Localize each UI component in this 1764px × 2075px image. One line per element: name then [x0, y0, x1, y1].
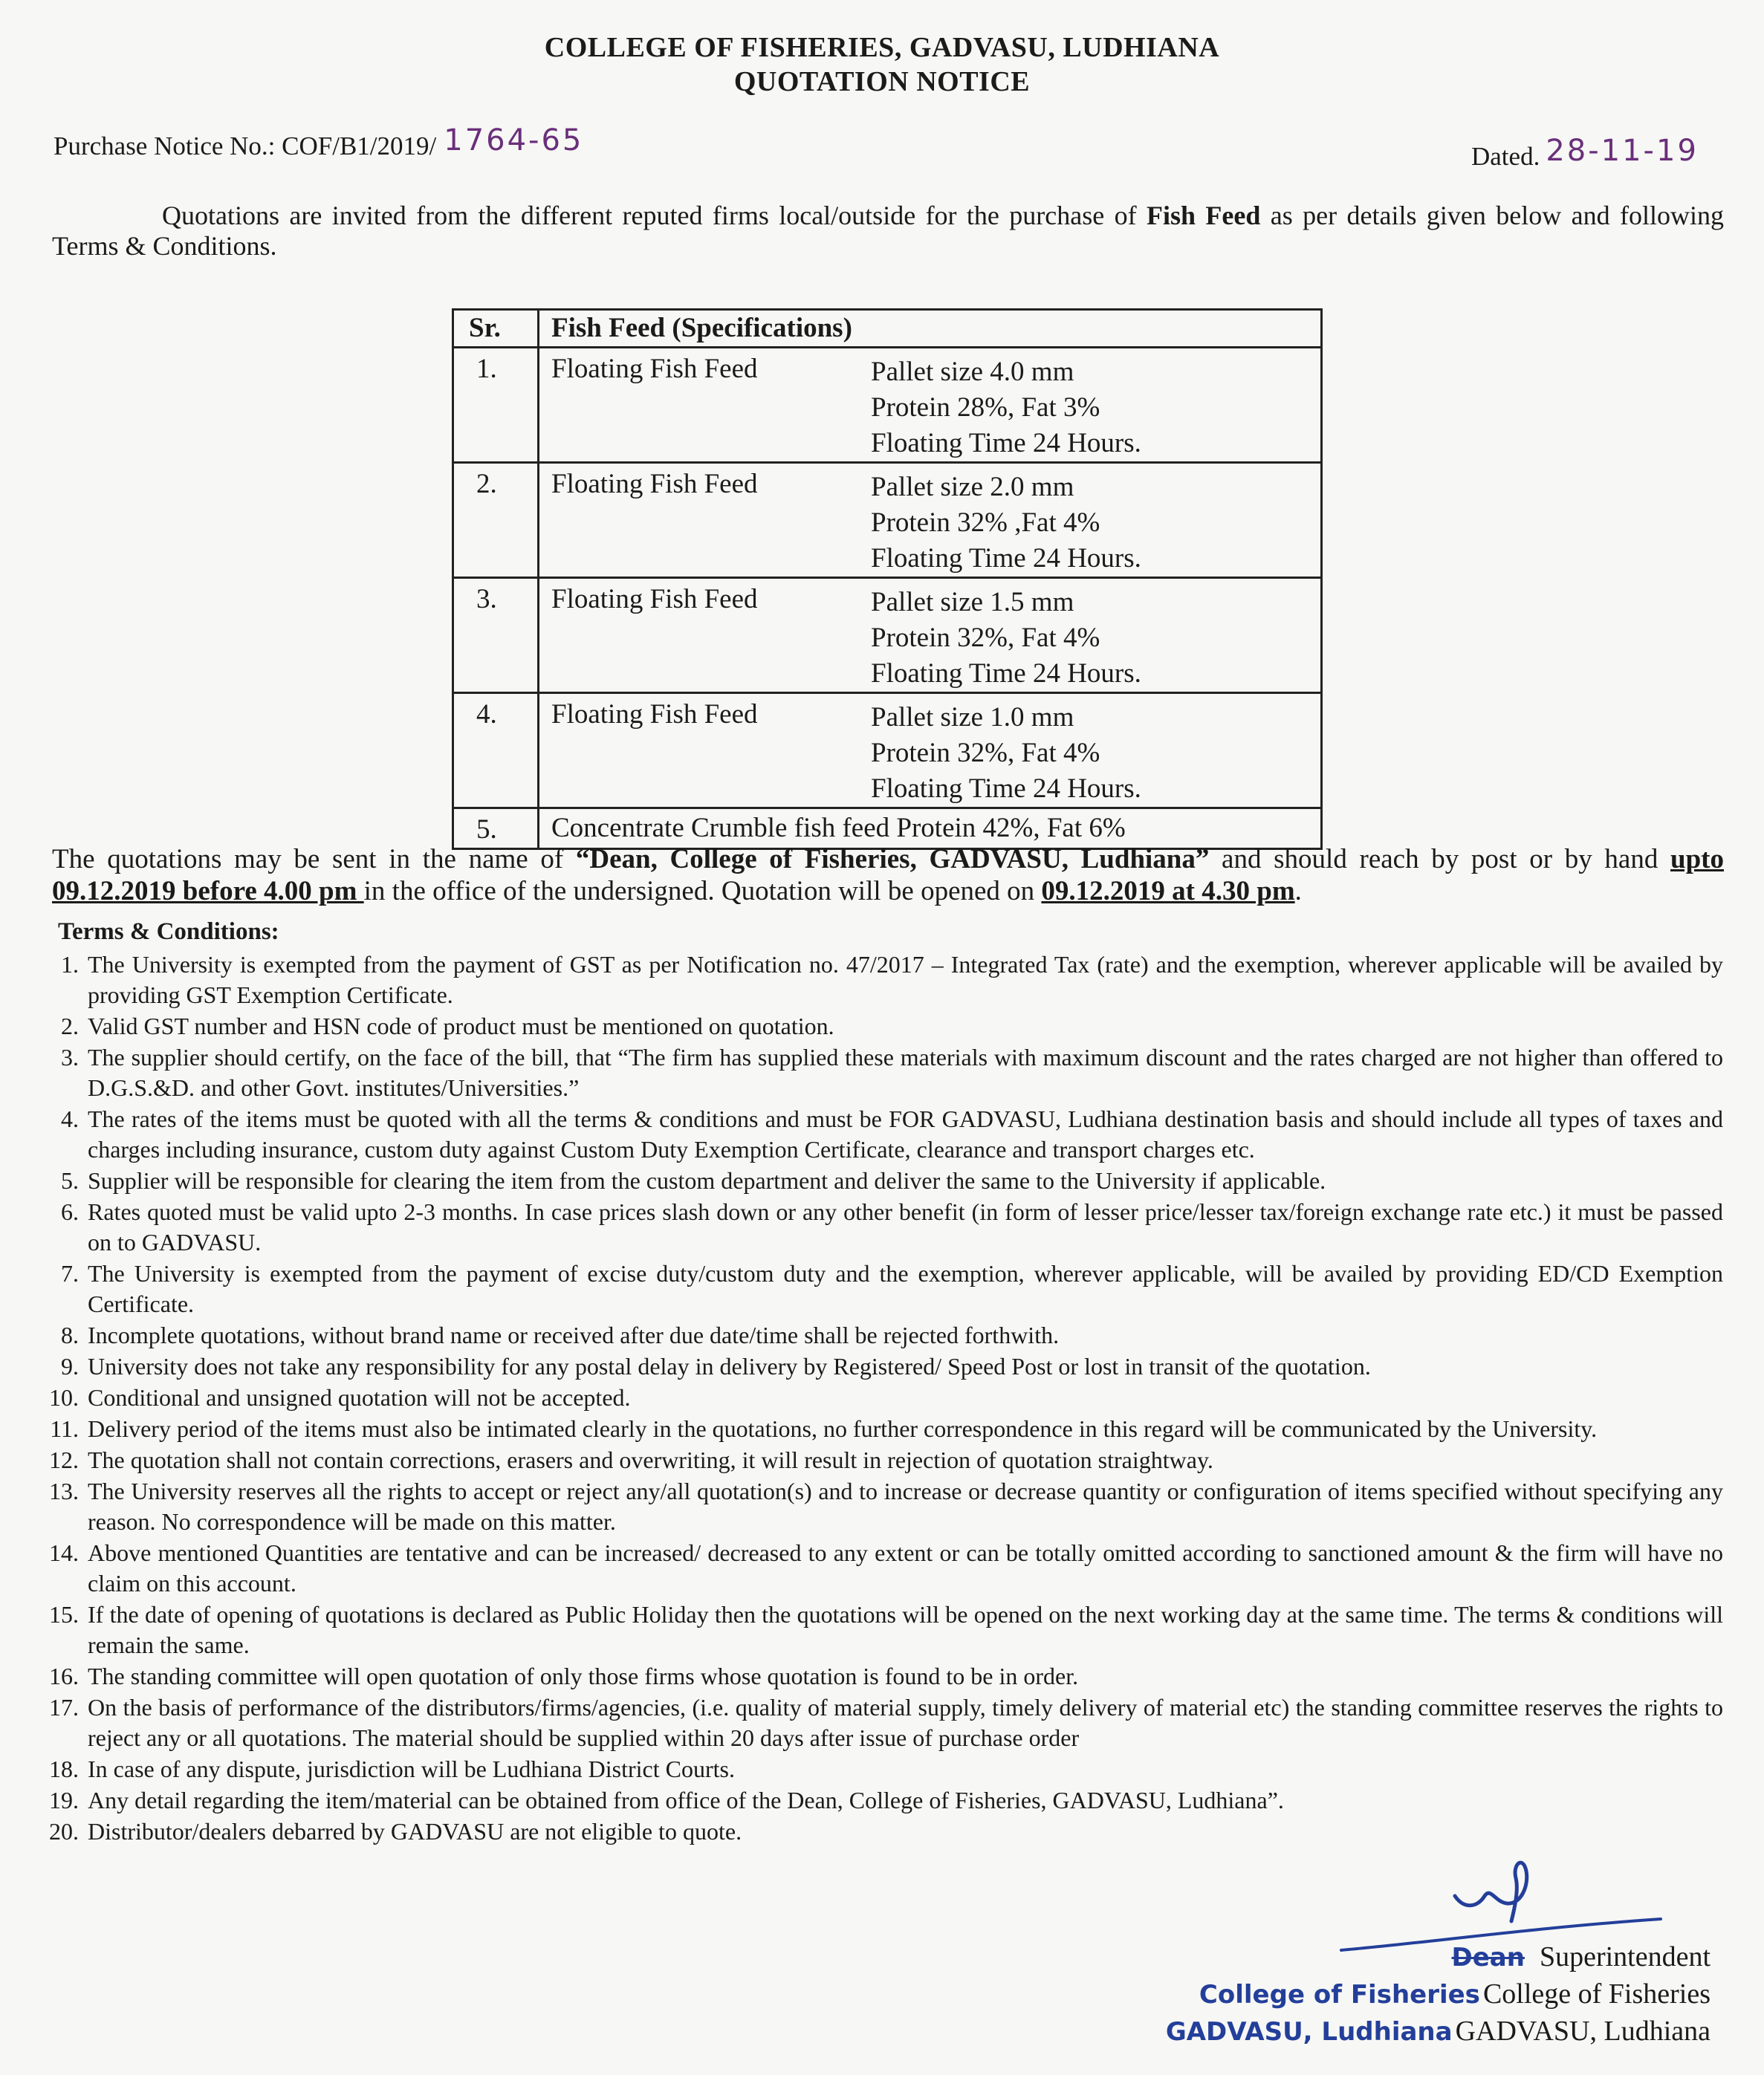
spec-protein-fat: Protein 32% ,Fat 4% — [871, 507, 1100, 538]
designation-superintendent: Superintendent — [1539, 1941, 1711, 1972]
term-item — [33, 1042, 1723, 1103]
term-text: The standing committee will open quotation of only those firms whose quotation is found to be in order. — [88, 1663, 1079, 1689]
intro-text-2: as per details given below and following Terms & Conditions. — [52, 201, 1724, 261]
spec-protein-fat: Protein 32%, Fat 4% — [871, 623, 1100, 653]
table-header-spec: Fish Feed (Specifications) — [539, 310, 1322, 348]
table-row — [453, 693, 1322, 808]
spec-protein-fat: Protein 28%, Fat 3% — [871, 392, 1100, 423]
row-spec — [539, 578, 1322, 693]
term-text: Supplier will be responsible for clearing the item from the custom department and deliver the same to the University if applicable. — [88, 1167, 1326, 1194]
table-header-row — [453, 310, 1322, 348]
purchase-notice-number — [53, 123, 584, 162]
term-text: Any detail regarding the item/material can be obtained from office of the Dean, College of Fisheries, GADVASU, Ludhiana”. — [88, 1787, 1284, 1813]
term-item — [33, 1351, 1723, 1382]
handwritten-date: 28-11-19 — [1546, 134, 1699, 168]
terms-heading: Terms & Conditions: — [58, 918, 279, 945]
spec-floating-time: Floating Time 24 Hours. — [871, 773, 1141, 804]
submission-deadline: upto 09.12.2019 before 4.00 pm — [52, 844, 1724, 906]
spec-pallet-size: Pallet size 1.0 mm — [871, 702, 1074, 733]
term-text: The quotation shall not contain corrections, erasers and overwriting, it will result in rejection of quotation straightway. — [88, 1446, 1213, 1473]
term-item — [33, 1104, 1723, 1165]
table-header-sr: Sr. — [453, 310, 539, 348]
row-sr: 1. — [453, 348, 539, 463]
term-number: 7. — [61, 1260, 79, 1287]
term-item — [33, 1600, 1723, 1660]
stamp-gadvasu: GADVASU, Ludhiana — [1165, 2017, 1453, 2047]
term-item — [33, 1538, 1723, 1599]
term-text: On the basis of performance of the distributors/firms/agencies, (i.e. quality of material supply, timely delivery of material etc) the standing committee reserves the rights to reject any or all quotations. The material should be supplied within 20 days after issue of purchase order — [88, 1694, 1723, 1751]
row-spec — [539, 348, 1322, 463]
term-number: 2. — [61, 1013, 79, 1039]
spec-floating-time: Floating Time 24 Hours. — [871, 658, 1141, 689]
term-text: The rates of the items must be quoted with all the terms & conditions and must be FOR GADVASU, Ludhiana destination basis and should include all types of taxes and charges including insurance, custom duty against Custom Duty Exemption Certificate, clearance and transport charges etc. — [88, 1105, 1723, 1163]
specification-table — [452, 308, 1323, 850]
send-text-1: The quotations may be sent in the name of — [52, 844, 576, 874]
intro-text-1: Quotations are invited from the different reputed firms local/outside for the purchase of — [162, 201, 1147, 230]
table-row — [453, 578, 1322, 693]
row-sr: 4. — [453, 693, 539, 808]
dated-label: Dated. — [1471, 142, 1540, 171]
term-text: Above mentioned Quantities are tentative and can be increased/ decreased to any extent or can be totally omitted according to sanctioned amount & the firm will have no claim on this account. — [88, 1539, 1723, 1597]
opening-time: 09.12.2019 at 4.30 pm — [1041, 876, 1295, 906]
term-number: 14. — [49, 1539, 79, 1566]
term-item — [33, 949, 1723, 1010]
term-number: 12. — [49, 1446, 79, 1473]
item-name: Floating Fish Feed — [551, 354, 758, 384]
term-number: 19. — [49, 1787, 79, 1813]
item-name: Floating Fish Feed — [551, 469, 758, 499]
term-item — [33, 1197, 1723, 1258]
term-number: 1. — [61, 951, 79, 978]
spec-floating-time: Floating Time 24 Hours. — [871, 428, 1141, 458]
terms-list — [33, 949, 1723, 1848]
term-text: Distributor/dealers debarred by GADVASU are not eligible to quote. — [88, 1818, 742, 1845]
term-number: 10. — [49, 1384, 79, 1411]
term-number: 11. — [50, 1415, 79, 1442]
term-item — [33, 1785, 1723, 1816]
row-spec — [539, 463, 1322, 578]
term-text: Incomplete quotations, without brand name or received after due date/time shall be rejected forthwith. — [88, 1322, 1060, 1348]
term-number: 8. — [61, 1322, 79, 1348]
signature-line-1 — [1452, 1941, 1711, 1973]
spec-floating-time: Floating Time 24 Hours. — [871, 543, 1141, 574]
term-text: Valid GST number and HSN code of product must be mentioned on quotation. — [88, 1013, 834, 1039]
term-text: If the date of opening of quotations is declared as Public Holiday then the quotations will be opened on the next working day at the same time. The terms & conditions will remain the same. — [88, 1601, 1723, 1658]
term-text: University does not take any responsibility for any postal delay in delivery by Registered/ Speed Post or lost in transit of the quotation. — [88, 1353, 1371, 1380]
term-number: 4. — [61, 1105, 79, 1132]
term-text: The University reserves all the rights to accept or reject any/all quotation(s) and to increase or decrease quantity or configuration of items specified without specifying any reason. No correspondence will be made on this matter. — [88, 1478, 1723, 1535]
intro-paragraph — [52, 201, 1724, 262]
term-text: The University is exempted from the payment of excise duty/custom duty and the exemption, wherever applicable, will be availed by providing ED/CD Exemption Certificate. — [88, 1260, 1723, 1317]
term-item — [33, 1011, 1723, 1042]
item-name: Floating Fish Feed — [551, 584, 758, 614]
row-spec — [539, 693, 1322, 808]
term-number: 3. — [61, 1044, 79, 1071]
spec-pallet-size: Pallet size 1.5 mm — [871, 587, 1074, 617]
term-number: 18. — [49, 1756, 79, 1782]
term-number: 6. — [61, 1198, 79, 1225]
row-sr: 2. — [453, 463, 539, 578]
stamp-dean: Dean — [1451, 1943, 1525, 1972]
term-text: Conditional and unsigned quotation will not be accepted. — [88, 1384, 631, 1411]
term-item — [33, 1320, 1723, 1351]
stamp-college: College of Fisheries — [1199, 1980, 1480, 2010]
typed-college: College of Fisheries — [1482, 1978, 1711, 2010]
term-item — [33, 1259, 1723, 1319]
notice-date — [1471, 134, 1699, 172]
document-subtitle: QUOTATION NOTICE — [733, 66, 1031, 97]
table-row — [453, 348, 1322, 463]
term-number: 16. — [49, 1663, 79, 1689]
handwritten-notice-number: 1764-65 — [444, 123, 584, 158]
term-item — [33, 1383, 1723, 1413]
purchase-notice-label: Purchase Notice No.: COF/B1/2019/ — [53, 131, 437, 160]
term-item — [33, 1661, 1723, 1692]
term-item — [33, 1414, 1723, 1444]
send-text-4: . — [1294, 876, 1302, 906]
spec-pallet-size: Pallet size 4.0 mm — [871, 357, 1074, 387]
send-text-3: in the office of the undersigned. Quotation will be opened on — [363, 876, 1042, 906]
row-sr: 5. — [453, 808, 539, 849]
term-item — [33, 1692, 1723, 1753]
term-item — [33, 1476, 1723, 1537]
term-item — [33, 1166, 1723, 1196]
term-item — [33, 1445, 1723, 1475]
term-item — [33, 1816, 1723, 1847]
intro-item-bold: Fish Feed — [1147, 201, 1261, 230]
term-item — [33, 1754, 1723, 1785]
spec-protein-fat: Protein 32%, Fat 4% — [871, 738, 1100, 768]
item-name: Floating Fish Feed — [551, 699, 758, 730]
signature-line-2 — [1199, 1978, 1711, 2010]
term-text: The supplier should certify, on the face of the bill, that “The firm has supplied these materials with maximum discount and the rates charged are not higher than offered to D.G.S.&D. and other Govt. institutes/Universities.” — [88, 1044, 1723, 1101]
addressee: “Dean, College of Fisheries, GADVASU, Ludhiana” — [575, 844, 1210, 874]
document-title: COLLEGE OF FISHERIES, GADVASU, LUDHIANA — [544, 32, 1220, 63]
term-text: Rates quoted must be valid upto 2-3 months. In case prices slash down or any other benefit (in form of lesser price/lesser tax/foreign exchange rate etc.) it must be passed on to GADVASU. — [88, 1198, 1723, 1256]
term-number: 9. — [61, 1353, 79, 1380]
send-text-2: and should reach by post or by hand — [1209, 844, 1671, 874]
spec-pallet-size: Pallet size 2.0 mm — [871, 472, 1074, 502]
term-text: In case of any dispute, jurisdiction will be Ludhiana District Courts. — [88, 1756, 735, 1782]
term-text: The University is exempted from the payment of GST as per Notification no. 47/2017 – Integrated Tax (rate) and the exemption, wherever applicable will be availed by providing GST Exemption Certificate. — [88, 951, 1723, 1008]
row-sr: 3. — [453, 578, 539, 693]
table-row — [453, 463, 1322, 578]
submission-paragraph — [52, 843, 1724, 907]
term-text: Delivery period of the items must also be intimated clearly in the quotations, no further correspondence in this regard will be communicated by the University. — [88, 1415, 1598, 1442]
term-number: 20. — [49, 1818, 79, 1845]
term-number: 13. — [49, 1478, 79, 1504]
term-number: 5. — [61, 1167, 79, 1194]
term-number: 17. — [49, 1694, 79, 1721]
signature-line-3 — [1166, 2015, 1711, 2048]
typed-gadvasu: GADVASU, Ludhiana — [1455, 2016, 1711, 2047]
term-number: 15. — [49, 1601, 79, 1628]
item-name: Concentrate Crumble fish feed Protein 42%, Fat 6% — [551, 813, 1126, 843]
